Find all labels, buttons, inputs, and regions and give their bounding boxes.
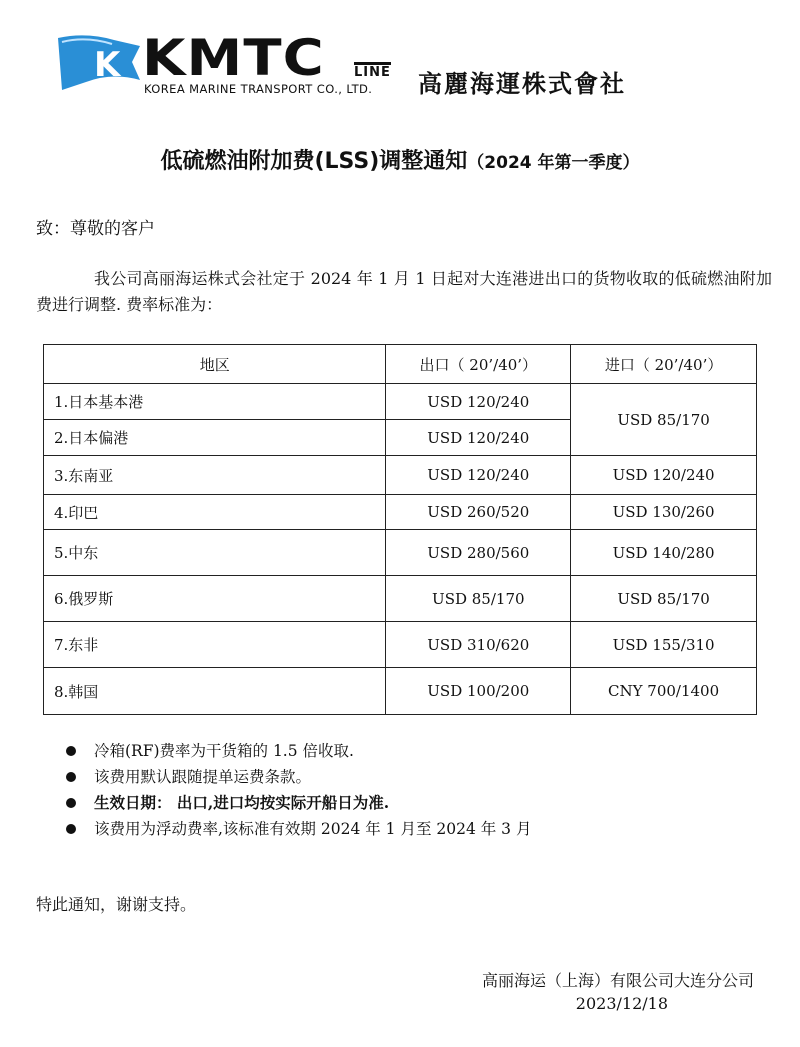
region-cell: 8.韩国 <box>44 668 386 715</box>
table-row <box>44 384 757 420</box>
header-region: 地区 <box>44 345 386 384</box>
svg-text:K: K <box>94 45 121 85</box>
table-row <box>44 622 757 668</box>
import-cell: USD 130/260 <box>571 495 757 530</box>
export-cell: USD 85/170 <box>386 576 571 622</box>
region-cell: 5.中东 <box>44 530 386 576</box>
export-cell: USD 260/520 <box>386 495 571 530</box>
bullet-icon <box>66 746 76 756</box>
import-cell: USD 140/280 <box>571 530 757 576</box>
export-cell: USD 100/200 <box>386 668 571 715</box>
region-cell: 7.东非 <box>44 622 386 668</box>
company-logo <box>56 30 716 104</box>
region-cell: 1.日本基本港 <box>44 384 386 420</box>
signature-company: 高丽海运（上海）有限公司大连分公司 <box>481 971 754 990</box>
import-cell: CNY 700/1400 <box>571 668 757 715</box>
rate-table <box>43 344 757 715</box>
region-cell: 6.俄罗斯 <box>44 576 386 622</box>
header-import: 进口（ 20’/40’） <box>571 345 757 384</box>
export-cell: USD 120/240 <box>386 384 571 420</box>
note-text: 该费用为浮动费率,该标准有效期 2024 年 1 月至 2024 年 3 月 <box>94 820 532 838</box>
export-cell: USD 120/240 <box>386 456 571 495</box>
logo-line-text: LINE <box>354 62 391 79</box>
table-row <box>44 456 757 495</box>
intro-paragraph: 我公司高丽海运株式会社定于 2024 年 1 月 1 日起对大连港进出口的货物收取的低硫燃油附加费进行调整. 费率标准为： <box>36 269 772 314</box>
table-row <box>44 668 757 715</box>
table-header-row <box>44 345 757 384</box>
bullet-icon <box>66 824 76 834</box>
list-item <box>66 790 531 816</box>
export-cell: USD 310/620 <box>386 622 571 668</box>
bullet-icon <box>66 772 76 782</box>
note-text: 冷箱(RF)费率为干货箱的 1.5 倍收取. <box>94 742 354 760</box>
list-item <box>66 738 531 764</box>
import-cell: USD 85/170 <box>571 384 757 456</box>
page-title <box>0 144 800 175</box>
import-cell: USD 155/310 <box>571 622 757 668</box>
import-cell: USD 120/240 <box>571 456 757 495</box>
salutation: 致：尊敬的客户 <box>36 219 155 239</box>
table-row <box>44 576 757 622</box>
region-cell: 4.印巴 <box>44 495 386 530</box>
import-cell: USD 85/170 <box>571 576 757 622</box>
table-row <box>44 495 757 530</box>
kmtc-flag-icon <box>56 32 142 92</box>
note-text: 生效日期： 出口,进口均按实际开船日为准. <box>94 793 390 812</box>
notes-list <box>66 738 531 842</box>
title-main: 低硫燃油附加费(LSS)调整通知 <box>160 149 468 174</box>
logo-subtitle: KOREA MARINE TRANSPORT CO., LTD. <box>144 82 373 96</box>
bullet-icon <box>66 798 76 808</box>
region-cell: 3.东南亚 <box>44 456 386 495</box>
closing-text: 特此通知，谢谢支持。 <box>36 895 197 914</box>
title-sub: （2024 年第一季度） <box>467 153 640 173</box>
logo-wordmark: KMTC <box>142 29 325 87</box>
table-row <box>44 530 757 576</box>
logo-chinese-name: 高麗海運株式會社 <box>418 70 626 98</box>
region-cell: 2.日本偏港 <box>44 420 386 456</box>
signature-date: 2023/12/18 <box>575 994 668 1013</box>
export-cell: USD 120/240 <box>386 420 571 456</box>
list-item <box>66 764 531 790</box>
list-item <box>66 816 531 842</box>
export-cell: USD 280/560 <box>386 530 571 576</box>
header-export: 出口（ 20’/40’） <box>386 345 571 384</box>
note-text: 该费用默认跟随提单运费条款。 <box>94 768 312 786</box>
